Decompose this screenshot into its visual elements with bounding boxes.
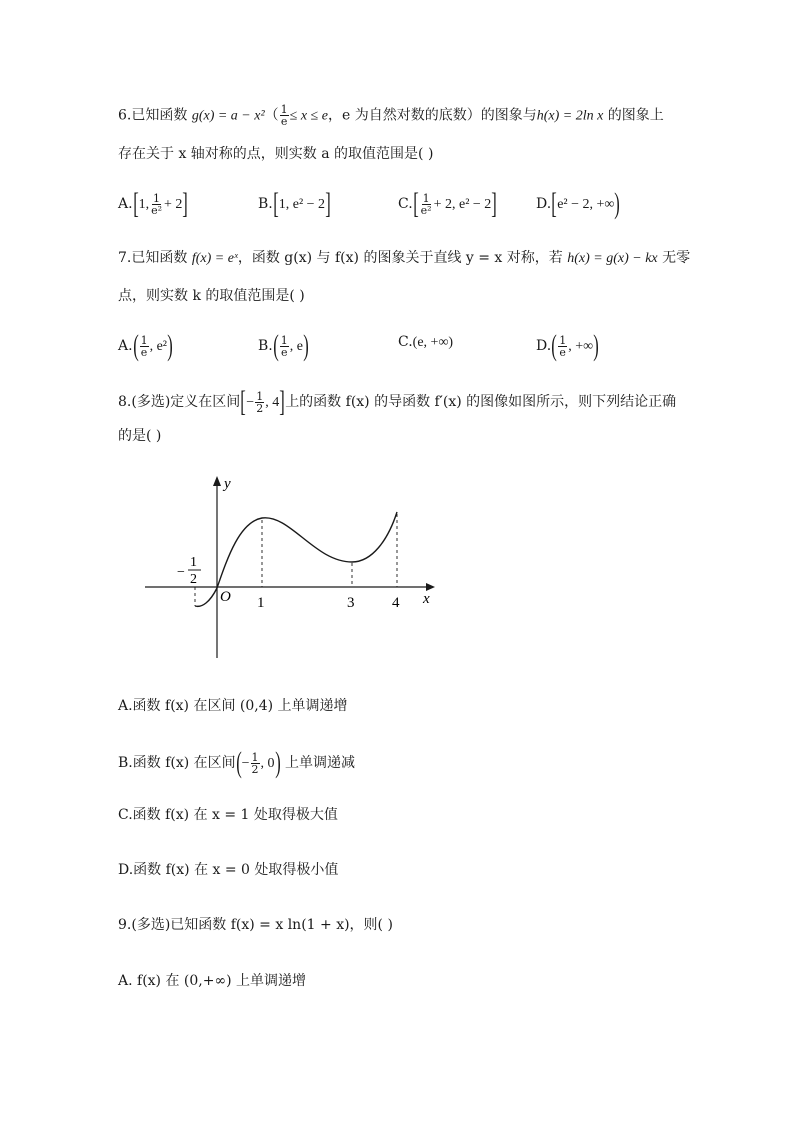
- q7-option-d: D.( $\frac{1}{e}$ , +∞): [536, 329, 599, 362]
- q6-intro: 6.已知函数: [118, 107, 192, 124]
- q9-line1: 9.(多选)已知函数 f(x) = x ln(1 + x)，则( ): [118, 917, 393, 933]
- q8-interval-sign: −: [246, 395, 255, 410]
- q7-option-d-right: , +∞: [568, 339, 594, 354]
- q6-option-d-label: D.: [536, 196, 552, 212]
- q7-option-d-label: D.: [536, 338, 552, 354]
- q8-option-b-pre: B.函数 f(x) 在区间: [118, 755, 236, 771]
- q8-interval-num: 1: [256, 389, 264, 403]
- q7-function-f: f(x) = eˣ: [191, 251, 238, 266]
- q9-option-a: A. f(x) 在 (0,+∞) 上单调递增: [118, 973, 307, 989]
- q8-line1-tail: 上的函数 f(x) 的导函数 f′(x) 的图像如图所示，则下列结论正确: [285, 394, 677, 410]
- q6-option-a-label: A.: [118, 196, 133, 212]
- q7-option-d-fraction: [558, 335, 567, 358]
- q7-option-b: B.( $\frac{1}{e}$ , e): [258, 329, 309, 362]
- q6-option-c-den: e²: [420, 203, 432, 217]
- q6-option-a-fraction: [150, 193, 163, 216]
- q6-line2: 存在关于 x 轴对称的点，则实数 a 的取值范围是( ): [118, 146, 434, 162]
- q8-option-d: D.函数 f(x) 在 x = 0 处取得极小值: [118, 862, 339, 878]
- q8-line1: 8.(多选)定义在区间[− $\frac{1}{2}$ , 4]上的函数 f(x) 的导函数 f′(x) 的图像如图所示，则下列结论正确: [118, 385, 677, 418]
- q8-interval-fraction: [255, 391, 264, 414]
- q6-option-b: B.[1, e² − 2]: [258, 187, 331, 220]
- q8-option-c: C.函数 f(x) 在 x = 1 处取得极大值: [118, 807, 338, 823]
- q7-option-c-text: (e, +∞): [412, 335, 454, 350]
- q7-intro: 7.已知函数: [118, 250, 192, 266]
- q7-option-b-label: B.: [258, 338, 273, 354]
- q8-option-b: B.函数 f(x) 在区间(− $\frac{1}{2}$ , 0) 上单调递减: [118, 746, 355, 779]
- q7-option-a-label: A.: [118, 338, 133, 354]
- q7-option-c: [398, 332, 453, 353]
- q7-option-a-fraction: [140, 335, 149, 358]
- neg-half-num: 1: [190, 555, 197, 570]
- q6-condition: ≤ x ≤ e: [289, 108, 328, 124]
- q8-option-b-sign: −: [241, 756, 250, 771]
- q6-option-a-num: 1: [153, 191, 161, 205]
- q7-option-b-num: 1: [280, 333, 288, 347]
- q7-option-c-label: C.: [398, 334, 413, 350]
- q6-option-a-right: + 2: [163, 197, 183, 212]
- q6-function-h: h(x) = 2ln x: [536, 108, 604, 124]
- q8-interval-den: 2: [256, 401, 264, 415]
- x-axis-label: x: [423, 591, 430, 607]
- q6-line1-tail: 的图象上: [603, 107, 664, 124]
- q6-option-c-num: 1: [422, 191, 430, 205]
- tick-label-4: 4: [392, 595, 400, 611]
- q6-option-c-fraction: [420, 193, 433, 216]
- tick-label-1: 1: [257, 595, 265, 611]
- q8-option-b-fraction: [251, 752, 260, 775]
- q7-option-a-right: , e²: [149, 339, 167, 354]
- q6-cond-fraction: [280, 104, 289, 127]
- q7-line1-tail: 无零: [657, 250, 691, 266]
- q8-intro: 8.(多选)定义在区间: [118, 394, 241, 410]
- neg-half-den: 2: [190, 572, 197, 587]
- q6-line1: [118, 104, 664, 127]
- q6-cond-num: 1: [280, 103, 288, 116]
- q6-option-c-right: + 2, e² − 2: [433, 197, 492, 212]
- q8-option-b-post: 上单调递减: [280, 755, 355, 771]
- q7-option-d-num: 1: [559, 333, 567, 347]
- tick-label-3: 3: [347, 595, 355, 611]
- q6-option-a-left: 1,: [138, 197, 150, 212]
- q6-option-b-text: 1, e² − 2: [278, 197, 326, 212]
- q7-line2: 点，则实数 k 的取值范围是( ): [118, 288, 305, 304]
- q6-option-b-label: B.: [258, 196, 273, 212]
- q7-option-a-num: 1: [140, 333, 148, 347]
- origin-label: O: [220, 589, 231, 605]
- q7-option-d-den: e: [559, 345, 566, 359]
- q6-option-d-text: e² − 2, +∞: [557, 197, 615, 212]
- x-axis-arrow: [426, 583, 435, 591]
- y-axis-arrow: [213, 476, 221, 486]
- q7-function-h: h(x) = g(x) − kx: [567, 251, 658, 266]
- q8-line2: 的是( ): [118, 428, 162, 444]
- q7-option-a: A.( $\frac{1}{e}$ , e²): [118, 329, 173, 362]
- q6-option-a-den: e²: [151, 203, 162, 217]
- q7-option-a-den: e: [140, 345, 148, 359]
- q6-paren: （: [264, 107, 279, 124]
- q8-option-b-den: 2: [251, 762, 259, 776]
- derivative-graph: [140, 470, 450, 670]
- q6-function-g: g(x) = a − x²: [191, 108, 265, 124]
- q7-line1: [118, 248, 690, 269]
- q8-option-b-right: , 0: [260, 756, 275, 771]
- q6-option-c: C.[ $\frac{1}{\text{e²}}$ + 2, e² − 2]: [398, 187, 498, 220]
- q7-option-b-fraction: [280, 335, 289, 358]
- q6-option-c-label: C.: [398, 196, 413, 212]
- q8-option-b-num: 1: [251, 750, 259, 764]
- q6-cond-den: e: [280, 115, 288, 128]
- q8-interval-right: , 4: [265, 395, 280, 410]
- q6-cond-note: ，e 为自然对数的底数）的图象与: [327, 107, 537, 124]
- q6-option-d: D.[e² − 2, +∞): [536, 187, 621, 220]
- neg-half-sign: −: [177, 565, 185, 580]
- q6-option-a: A.[1, $\frac{1}{\text{e²}}$ + 2]: [118, 187, 189, 220]
- q7-line1-mid: ，函数 g(x) 与 f(x) 的图象关于直线 y = x 对称，若: [237, 250, 568, 266]
- y-axis-label: y: [224, 476, 231, 492]
- q8-option-a: A.函数 f(x) 在区间 (0,4) 上单调递增: [118, 698, 348, 714]
- q7-option-b-right: , e: [289, 339, 303, 354]
- q7-option-b-den: e: [280, 345, 288, 359]
